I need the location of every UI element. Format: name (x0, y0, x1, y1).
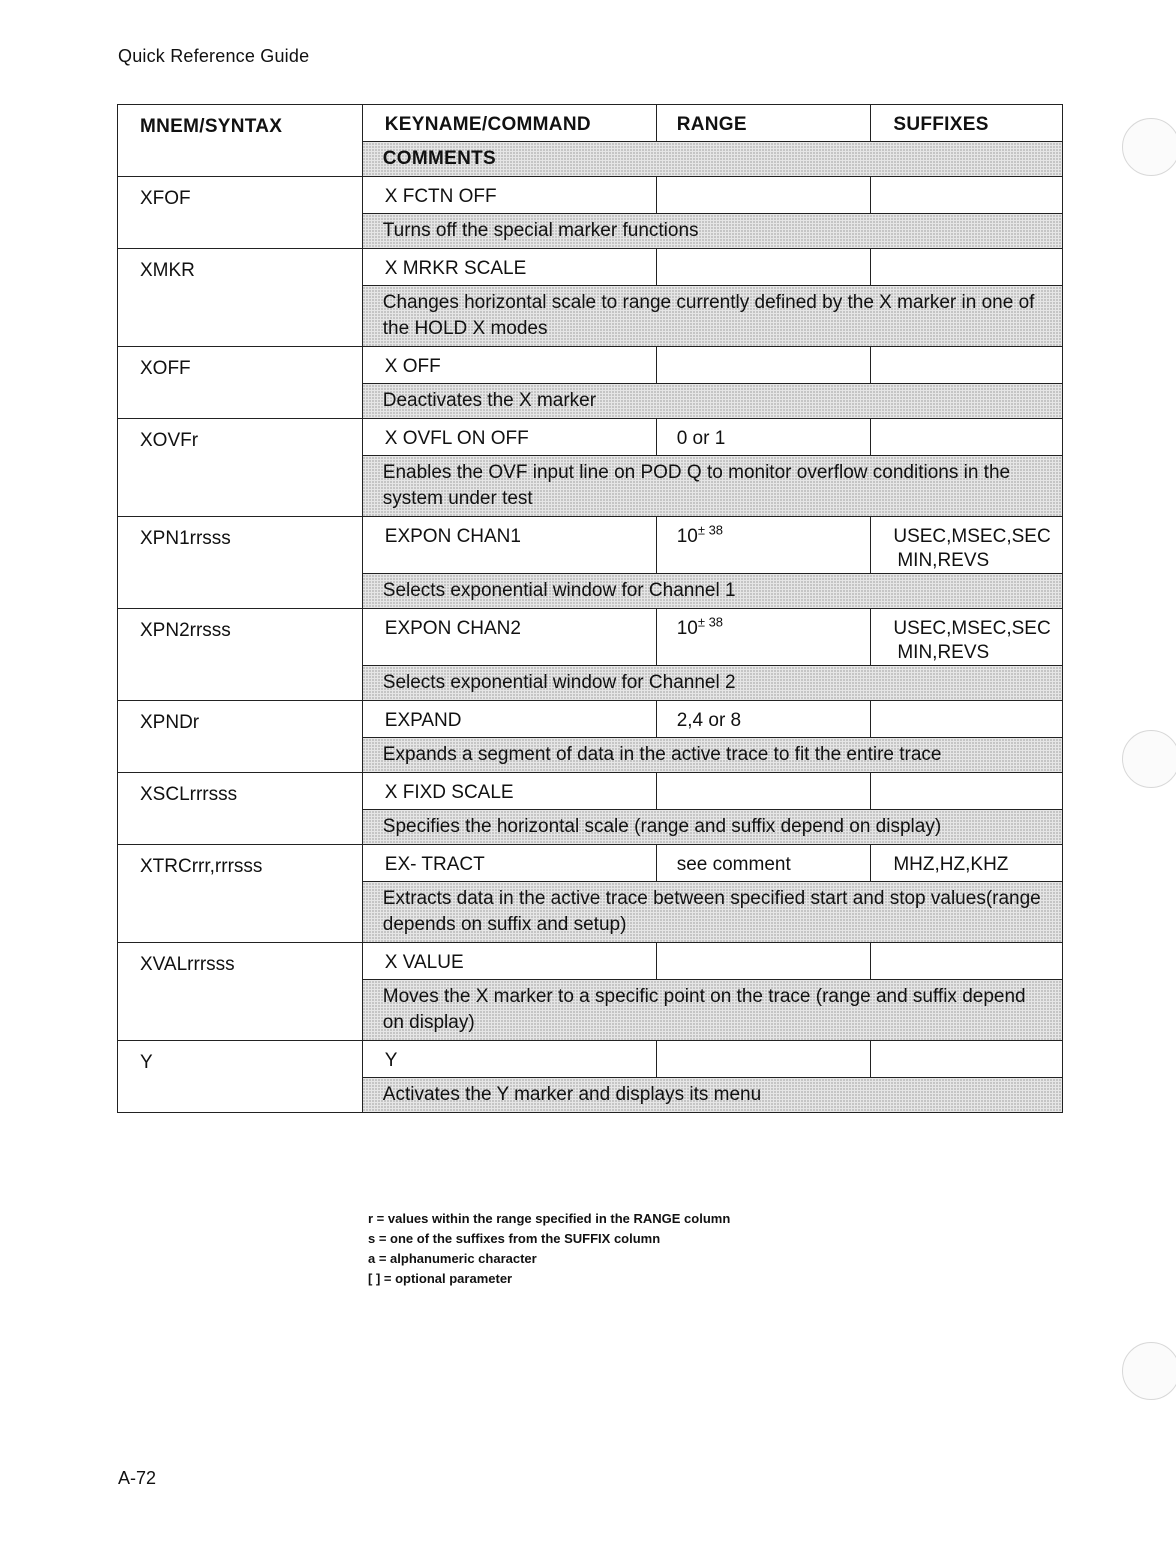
keyname-cell: X OVFL ON OFF (362, 419, 656, 456)
range-value: 10 (676, 526, 698, 547)
header-mnem-syntax: MNEM/SYNTAX (118, 105, 363, 177)
table-row (118, 1041, 1063, 1078)
header-range: RANGE (656, 105, 871, 142)
keyname-cell: X FIXD SCALE (362, 773, 656, 810)
suffixes-cell (871, 943, 1063, 980)
comment-cell: Expands a segment of data in the active trace to fit the entire trace (362, 738, 1062, 773)
suffixes-cell (871, 177, 1063, 214)
mnemonic-cell: XTRCrrr,rrrsss (118, 845, 363, 943)
mnemonic-cell: Y (118, 1041, 363, 1113)
binder-hole (1122, 1342, 1176, 1400)
suffixes-cell (871, 517, 1063, 574)
mnemonic-cell: XPN2rrsss (118, 609, 363, 701)
range-cell (656, 177, 871, 214)
table-row (118, 845, 1063, 882)
comment-cell: Changes horizontal scale to range currently defined by the X marker in one of the HOLD X modes (362, 286, 1062, 347)
suffix-line: USEC,MSEC,SEC (893, 618, 1051, 639)
table-row (118, 249, 1063, 286)
comment-cell: Activates the Y marker and displays its menu (362, 1078, 1062, 1113)
mnemonic-cell: XOVFr (118, 419, 363, 517)
legend-line: a = alphanumeric character (368, 1251, 537, 1266)
abbreviation-legend (368, 1209, 730, 1289)
page-number: A-72 (118, 1468, 157, 1488)
table-row (118, 609, 1063, 666)
range-cell (656, 609, 871, 666)
suffix-line: USEC,MSEC,SEC (893, 526, 1051, 547)
range-cell (656, 1041, 871, 1078)
suffixes-cell (871, 249, 1063, 286)
suffixes-cell (871, 347, 1063, 384)
suffixes-cell (871, 701, 1063, 738)
table-row (118, 517, 1063, 574)
binder-hole (1122, 730, 1176, 788)
keyname-cell: EXPAND (362, 701, 656, 738)
mnemonic-cell: XOFF (118, 347, 363, 419)
range-value: 2,4 or 8 (676, 710, 742, 731)
suffix-line: MIN,REVS (897, 550, 990, 571)
comment-cell: Turns off the special marker functions (362, 214, 1062, 249)
comment-cell: Moves the X marker to a specific point on the trace (range and suffix depend on display) (362, 980, 1062, 1041)
table-row (118, 773, 1063, 810)
mnemonic-cell: XVALrrrsss (118, 943, 363, 1041)
keyname-cell: EXPON CHAN1 (362, 517, 656, 574)
header-suffixes: SUFFIXES (871, 105, 1063, 142)
range-value: see comment (676, 854, 791, 875)
range-cell (656, 701, 871, 738)
comment-cell: Deactivates the X marker (362, 384, 1062, 419)
suffix-line: MIN,REVS (897, 642, 990, 663)
table-header-row (118, 105, 1063, 142)
command-reference-table (117, 104, 1063, 1113)
suffix-line: MHZ,HZ,KHZ (893, 854, 1009, 875)
table-row (118, 419, 1063, 456)
keyname-cell: EX- TRACT (362, 845, 656, 882)
suffixes-cell (871, 845, 1063, 882)
keyname-cell: X MRKR SCALE (362, 249, 656, 286)
range-exponent: ± 38 (697, 614, 724, 630)
range-cell (656, 943, 871, 980)
range-cell (656, 517, 871, 574)
suffixes-cell (871, 773, 1063, 810)
range-cell (656, 249, 871, 286)
keyname-cell: X VALUE (362, 943, 656, 980)
keyname-cell: Y (362, 1041, 656, 1078)
range-cell (656, 773, 871, 810)
keyname-cell: EXPON CHAN2 (362, 609, 656, 666)
keyname-cell: X OFF (362, 347, 656, 384)
legend-line: r = values within the range specified in the RANGE column (368, 1211, 731, 1226)
range-value: 10 (676, 618, 698, 639)
table-row (118, 347, 1063, 384)
mnemonic-cell: XFOF (118, 177, 363, 249)
range-cell (656, 347, 871, 384)
page-header-title: Quick Reference Guide (118, 46, 310, 66)
mnemonic-cell: XPNDr (118, 701, 363, 773)
keyname-cell: X FCTN OFF (362, 177, 656, 214)
table-row (118, 943, 1063, 980)
table-row (118, 177, 1063, 214)
mnemonic-cell: XMKR (118, 249, 363, 347)
legend-line: [ ] = optional parameter (368, 1271, 513, 1286)
comment-cell: Enables the OVF input line on POD Q to monitor overflow conditions in the system under test (362, 456, 1062, 517)
mnemonic-cell: XSCLrrrsss (118, 773, 363, 845)
range-exponent: ± 38 (697, 522, 724, 538)
comment-cell: Selects exponential window for Channel 2 (362, 666, 1062, 701)
range-value: 0 or 1 (676, 428, 726, 449)
legend-line: s = one of the suffixes from the SUFFIX column (368, 1231, 661, 1246)
header-keyname-command: KEYNAME/COMMAND (362, 105, 656, 142)
suffixes-cell (871, 419, 1063, 456)
comment-cell: Selects exponential window for Channel 1 (362, 574, 1062, 609)
comment-cell: Extracts data in the active trace between specified start and stop values(range depends on suffix and setup) (362, 882, 1062, 943)
range-cell (656, 845, 871, 882)
mnemonic-cell: XPN1rrsss (118, 517, 363, 609)
binder-hole (1122, 118, 1176, 176)
suffixes-cell (871, 1041, 1063, 1078)
comment-cell: Specifies the horizontal scale (range and suffix depend on display) (362, 810, 1062, 845)
table-row (118, 701, 1063, 738)
suffixes-cell (871, 609, 1063, 666)
range-cell (656, 419, 871, 456)
header-comments: COMMENTS (362, 142, 1062, 177)
